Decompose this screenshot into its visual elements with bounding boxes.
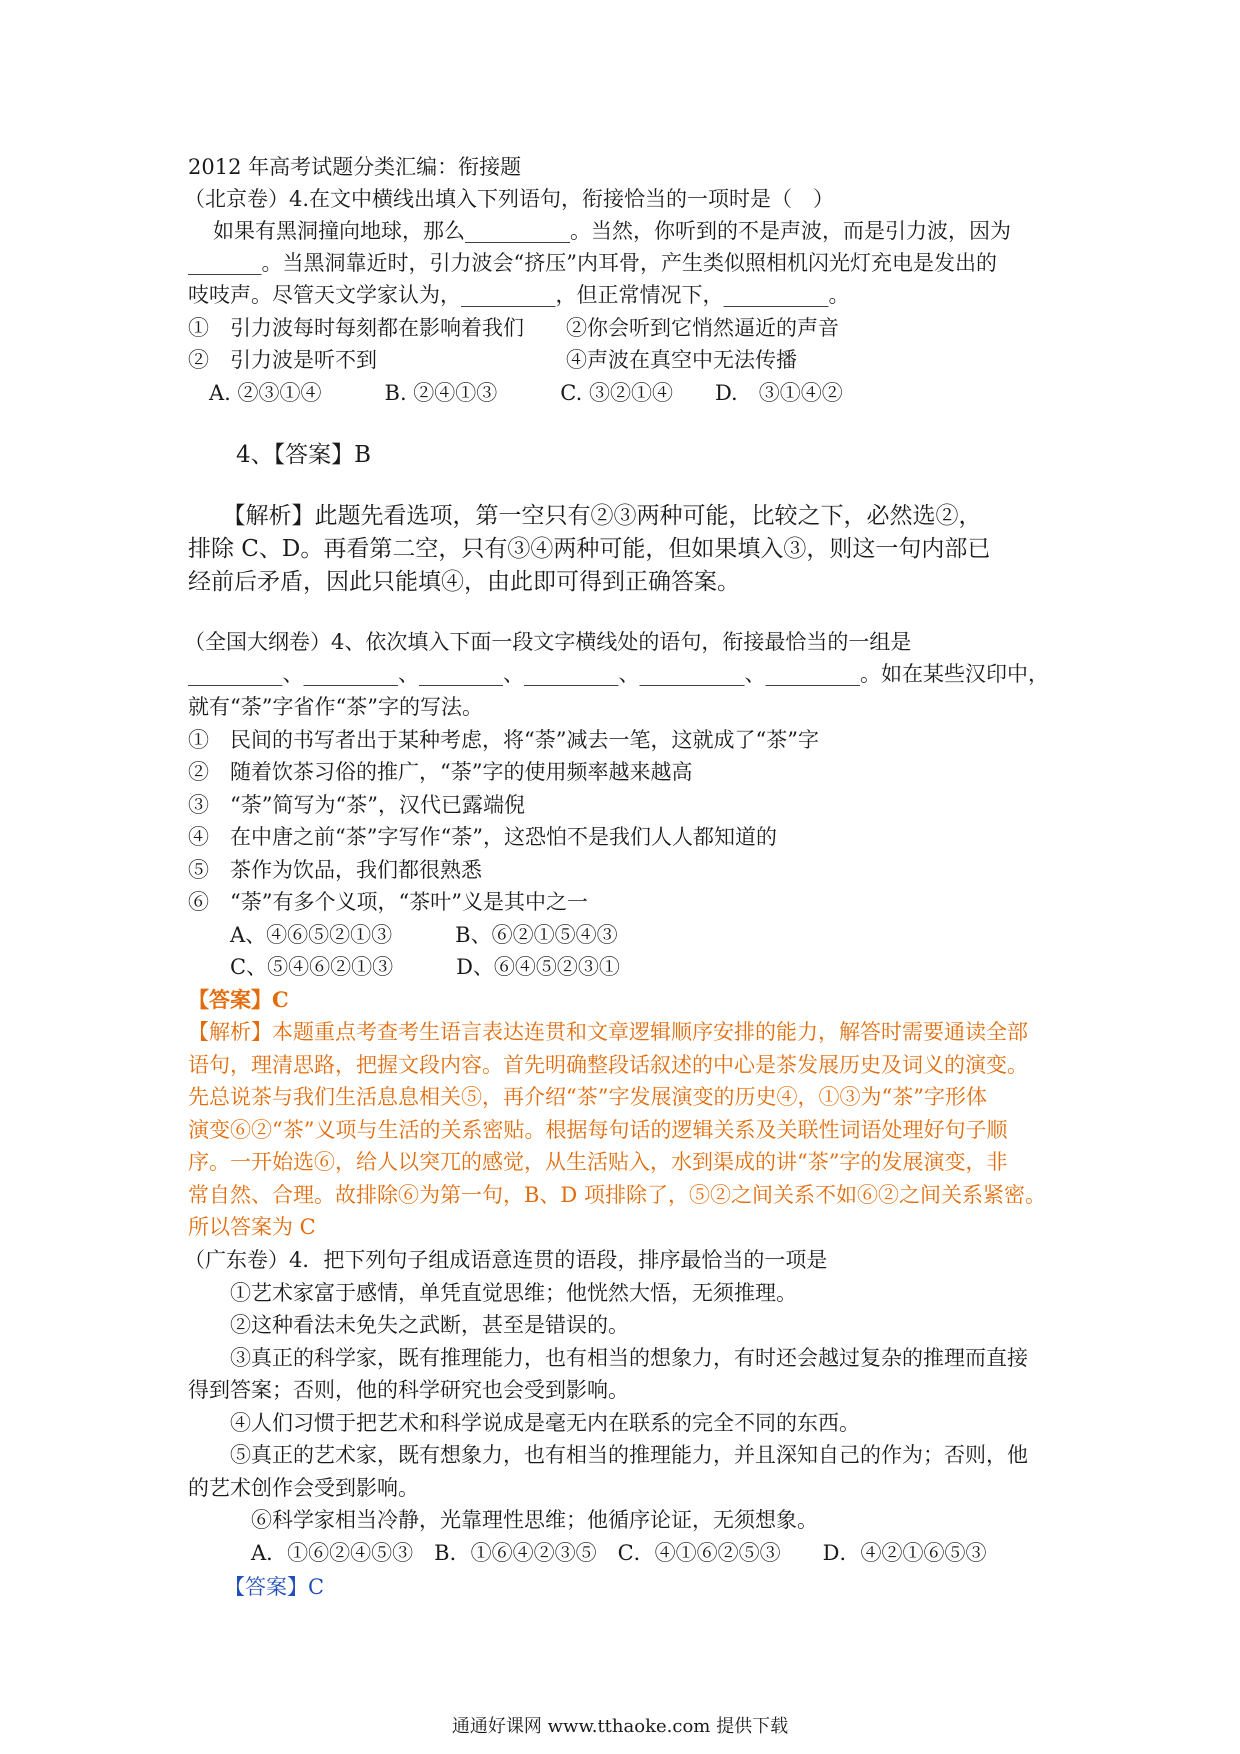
quanguo-item: ⑥ “荼”有多个义项，“茶叶”义是其中之一 bbox=[188, 890, 588, 914]
quanguo-analysis-line: 序。一开始选⑥，给人以突兀的感觉，从生活贴入，水到渠成的讲“茶”字的发展演变，非 bbox=[188, 1150, 1008, 1174]
beijing-passage-line: 如果有黑洞撞向地球，那么__________。当然，你听到的不是声波，而是引力波，因为 bbox=[192, 219, 1011, 243]
beijing-answer: 4、【答案】B bbox=[236, 442, 372, 468]
quanguo-item: ⑤ 茶作为饮品，我们都很熟悉 bbox=[188, 858, 482, 882]
quanguo-analysis-line: 演变⑥②“茶”义项与生活的关系密贴。根据每句话的逻辑关系及关联性词语处理好句子顺 bbox=[188, 1118, 1008, 1142]
guangdong-item: ③真正的科学家，既有推理能力，也有相当的想象力，有时还会越过复杂的推理而直接 bbox=[188, 1346, 1028, 1370]
beijing-options: ② 引力波是听不到 ④声波在真空中无法传播 bbox=[188, 348, 797, 372]
quanguo-item: ② 随着饮茶习俗的推广，“荼”字的使用频率越来越高 bbox=[188, 760, 693, 784]
beijing-passage-line: 吱吱声。尽管天文学家认为，_________，但正常情况下，__________。 bbox=[188, 283, 850, 307]
quanguo-item: ④ 在中唐之前“茶”字写作“荼”，这恐怕不是我们人人都知道的 bbox=[188, 825, 777, 849]
beijing-options: ① 引力波每时每刻都在影响着我们 ②你会听到它悄然逼近的声音 bbox=[188, 316, 839, 340]
beijing-passage-line: _______。当黑洞靠近时，引力波会“挤压”内耳骨，产生类似照相机闪光灯充电是发出的 bbox=[188, 251, 997, 275]
guangdong-item: ④人们习惯于把艺术和科学说成是毫无内在联系的完全不同的东西。 bbox=[188, 1411, 860, 1435]
quanguo-analysis-line: 常自然、合理。故排除⑥为第一句，B、D 项排除了，⑤②之间关系不如⑥②之间关系紧密。 bbox=[188, 1183, 1046, 1207]
guangdong-item: 得到答案；否则，他的科学研究也会受到影响。 bbox=[188, 1378, 629, 1402]
quanguo-blanks: _________、_________、________、_________、__________、_________。如在某些汉印中， bbox=[188, 662, 1049, 686]
quanguo-analysis-line: 语句，理清思路，把握文段内容。首先明确整段话叙述的中心是茶发展历史及词义的演变。 bbox=[188, 1053, 1028, 1077]
guangdong-question: （广东卷）4．把下列句子组成语意连贯的语段，排序最恰当的一项是 bbox=[184, 1248, 828, 1272]
answer-bracket: 【答案】 bbox=[224, 1575, 308, 1599]
guangdong-item: ⑥科学家相当冷静，光靠理性思维；他循序论证，无须想象。 bbox=[188, 1508, 818, 1532]
answer-letter: C bbox=[308, 1575, 325, 1599]
quanguo-analysis-line: 先总说茶与我们生活息息相关⑤，再介绍“茶”字发展演变的历史④，①③为“茶”字形体 bbox=[188, 1085, 987, 1109]
page-footer: 通通好课网 www.tthaoke.com 提供下载 bbox=[451, 1716, 789, 1737]
guangdong-item: ①艺术家富于感情，单凭直觉思维；他恍然大悟，无须推理。 bbox=[188, 1281, 797, 1305]
guangdong-answer bbox=[224, 1572, 324, 1602]
beijing-analysis-line: 经前后矛盾，因此只能填④，由此即可得到正确答案。 bbox=[188, 569, 740, 595]
quanguo-item: ① 民间的书写者出于某种考虑，将“荼”减去一笔，这就成了“茶”字 bbox=[188, 728, 819, 752]
beijing-question: （北京卷）4.在文中横线出填入下列语句，衔接恰当的一项时是（ ） bbox=[184, 187, 835, 211]
beijing-choices: A. ②③①④ B. ②④①③ C. ③②①④ D. ③①④② bbox=[188, 381, 843, 405]
quanguo-item: ③ “荼”简写为“茶”，汉代已露端倪 bbox=[188, 793, 525, 817]
quanguo-analysis-line: 【解析】本题重点考查考生语言表达连贯和文章逻辑顺序安排的能力，解答时需要通读全部 bbox=[188, 1020, 1028, 1044]
guangdong-item: ②这种看法未免失之武断，甚至是错误的。 bbox=[188, 1313, 629, 1337]
quanguo-choices: A、④⑥⑤②①③ B、⑥②①⑤④③ bbox=[188, 923, 618, 947]
guangdong-item: ⑤真正的艺术家，既有想象力，也有相当的推理能力，并且深知自己的作为；否则，他 bbox=[188, 1443, 1028, 1467]
guangdong-choices: A．①⑥②④⑤③ B．①⑥④②③⑤ C．④①⑥②⑤③ D．④②①⑥⑤③ bbox=[188, 1541, 987, 1565]
beijing-analysis-line: 排除 C、D。再看第二空，只有③④两种可能，但如果填入③，则这一句内部已 bbox=[188, 536, 991, 562]
beijing-analysis-line: 【解析】此题先看选项，第一空只有②③两种可能，比较之下，必然选②， bbox=[188, 503, 982, 529]
quanguo-answer: 【答案】C bbox=[188, 987, 289, 1012]
quanguo-analysis-line: 所以答案为 C bbox=[188, 1215, 316, 1239]
quanguo-choices: C、⑤④⑥②①③ D、⑥④⑤②③① bbox=[188, 955, 620, 979]
quanguo-line: 就有“荼”字省作“茶”字的写法。 bbox=[188, 695, 483, 719]
guangdong-item: 的艺术创作会受到影响。 bbox=[188, 1476, 419, 1500]
quanguo-question: （全国大纲卷）4、依次填入下面一段文字横线处的语句，衔接最恰当的一组是 bbox=[184, 630, 912, 654]
document-title: 2012 年高考试题分类汇编：衔接题 bbox=[188, 155, 522, 179]
